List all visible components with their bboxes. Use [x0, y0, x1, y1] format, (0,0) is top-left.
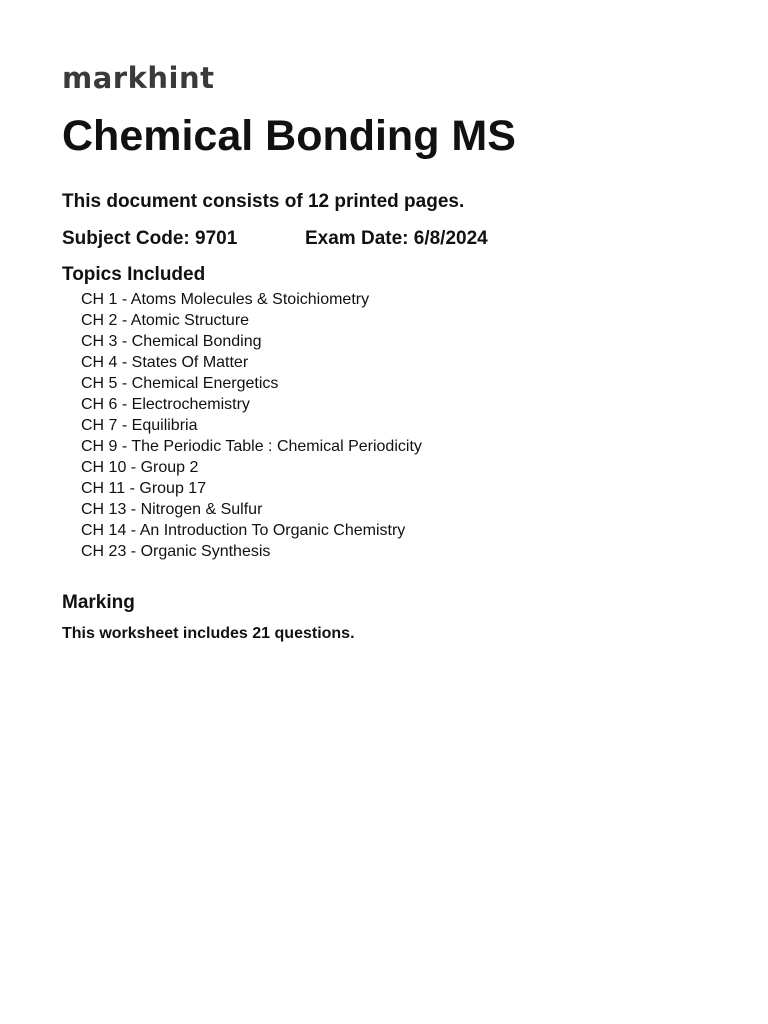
topic-item: CH 11 - Group 17: [81, 480, 207, 497]
topic-item: CH 1 - Atoms Molecules & Stoichiometry: [81, 291, 370, 308]
topic-item: CH 10 - Group 2: [81, 459, 199, 476]
subject-code: Subject Code: 9701: [62, 228, 238, 249]
brand-logo: markhint: [62, 61, 215, 95]
topic-item: CH 4 - States Of Matter: [81, 354, 249, 371]
topics-list: [81, 289, 422, 562]
marking-text: This worksheet includes 21 questions.: [62, 625, 355, 642]
topic-item: CH 14 - An Introduction To Organic Chemistry: [81, 522, 406, 539]
document-title: Chemical Bonding MS: [62, 112, 516, 160]
topic-item: CH 2 - Atomic Structure: [81, 312, 250, 329]
topic-item: CH 5 - Chemical Energetics: [81, 375, 279, 392]
topic-item: CH 7 - Equilibria: [81, 417, 198, 434]
exam-meta-row: [62, 227, 488, 251]
topic-item: CH 13 - Nitrogen & Sulfur: [81, 501, 263, 518]
topic-item: CH 9 - The Periodic Table : Chemical Periodicity: [81, 438, 422, 455]
topic-item: CH 6 - Electrochemistry: [81, 396, 250, 413]
topic-item: CH 23 - Organic Synthesis: [81, 543, 271, 560]
page-count-text: This document consists of 12 printed pages.: [62, 191, 465, 212]
marking-heading: Marking: [62, 592, 135, 613]
topic-item: CH 3 - Chemical Bonding: [81, 333, 262, 350]
exam-date: Exam Date: 6/8/2024: [305, 228, 488, 249]
topics-heading: Topics Included: [62, 264, 206, 285]
